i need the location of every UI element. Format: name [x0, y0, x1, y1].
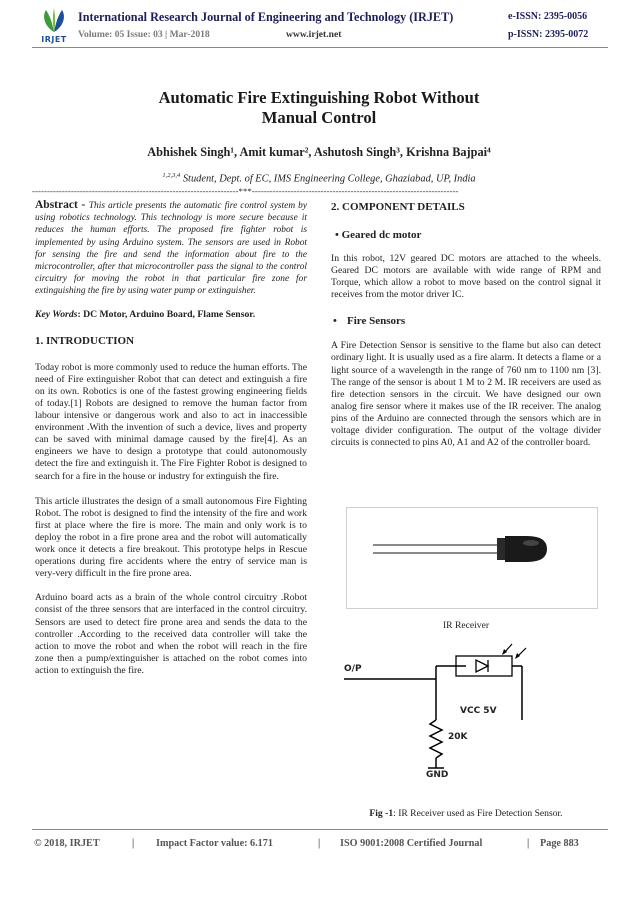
figure-caption	[331, 808, 601, 819]
keywords-text: : DC Motor, Arduino Board, Flame Sensor.	[77, 308, 256, 320]
intro-paragraph-1: Today robot is more commonly used to reduce the human efforts. The need of Fire extinguisher Robot that can detect and extinguish a fire on its own. Robotics is one of the fastest growing engineering fields of today.[1] Robots are designed to remove the human factor from labour intensive or dangerous work and also to act in inaccessible environment .With the invention of such a device, lives and property can be saved with minimal damage caused by the fire[4]. As an engineers we have to design a prototype that could autonomously detect the fire and extinguish it. The Fire Fighter Robot is designed to search for a fire in the house or industry for extinguish the fire.	[35, 361, 307, 482]
journal-logo	[38, 6, 70, 46]
keywords	[35, 309, 307, 321]
volume-issue: Volume: 05 Issue: 03 | Mar-2018	[78, 29, 210, 40]
fire-sensor-paragraph: A Fire Detection Sensor is sensitive to the flame but also can detect ordinary light. It is usually used as a fire alarm. It detects a flame or a light source of a wavelength in the range of 760 nm to 1100 nm [3]. The range of the sensor is about 1 M to 2 M. IR receivers are used as fire detection sensors in the circuit. We have designed our own analog fire sensor where it makes use of the IR receiver. The analog pins of the Arduino are connected through the sensors which are in voltage divider configuration. The output of the voltage divider circuits is connected to pins A0, A1 and A2 of the controller board.	[331, 340, 601, 449]
footer-copyright: © 2018, IRJET	[34, 838, 100, 849]
footer-iso: ISO 9001:2008 Certified Journal	[340, 838, 483, 849]
circuit-output-label: O/P	[344, 664, 362, 674]
section-separator: ---------------------------------------------------------------------***---------------------------------------------------------------------	[32, 186, 459, 196]
figure-caption-text: : IR Receiver used as Fire Detection Sensor.	[393, 808, 563, 819]
website-link[interactable]: www.irjet.net	[286, 29, 342, 40]
right-column	[331, 201, 601, 449]
footer-separator-1: |	[132, 838, 135, 849]
affiliation-text: Student, Dept. of EC, IMS Engineering College, Ghaziabad, UP, India	[180, 173, 476, 185]
geared-motor-paragraph: In this robot, 12V geared DC motors are attached to the wheels. Geared DC motors are available with wide range of RPM and Torque, which allow a robot to move based on the control signal it receives from the motor driver IC.	[331, 253, 601, 301]
journal-name: International Research Journal of Engineering and Technology (IRJET)	[78, 10, 454, 24]
ir-receiver-icon	[347, 508, 597, 608]
logo-text: IRJET	[41, 35, 67, 44]
circuit-ground-label: GND	[426, 770, 449, 780]
authors: Abhishek Singh¹, Amit kumar², Ashutosh Singh³, Krishna Bajpai⁴	[147, 145, 491, 159]
circuit-resistor-label: 20K	[448, 732, 468, 742]
abstract	[35, 199, 307, 298]
footer-impact-factor: Impact Factor value: 6.171	[156, 838, 273, 849]
fire-sensor-heading-text: Fire Sensors	[347, 315, 406, 328]
left-column	[35, 199, 307, 677]
abstract-text: This article presents the automatic fire control system by using robotics technology. This technology is more secure because it reduces the human efforts. The proposed fire fighter robot is implemented by using Arduino system. The sensors are used in Robot for sensing the fire and send the information about fire to the microcontroller, after that microcontroller pass the signal to the control circuitry for moving the robot in that particular fire zone for extinguishing the fire by using water pump or extinguisher.	[35, 201, 307, 297]
p-issn: p-ISSN: 2395-0072	[508, 29, 589, 40]
footer-separator-2: |	[318, 838, 321, 849]
e-issn: e-ISSN: 2395-0056	[508, 11, 588, 22]
footer-separator-3: |	[527, 838, 530, 849]
keywords-label: Key Words	[35, 308, 78, 320]
title-line-2: Manual Control	[261, 107, 377, 127]
fire-sensor-heading	[331, 315, 601, 327]
paper-title	[0, 88, 638, 127]
circuit-vcc-label: VCC 5V	[460, 706, 497, 716]
affiliation-superscript: 1,2,3,4	[162, 172, 181, 179]
geared-motor-heading: • Geared dc motor	[335, 229, 422, 241]
component-heading: 2. COMPONENT DETAILS	[331, 201, 465, 213]
intro-paragraph-2: This article illustrates the design of a small autonomous Fire Fighting Robot. The robot is designed to find the intensity of the fire and work first at place where the fire is more. The main and only work is to deploy the robot in a fire prone area and the robot will automatically work once it detects a fire breakout. This prototype helps in Rescue operations during fire accidents where the entry of service man is very-very difficult in the fire prone area.	[35, 495, 307, 580]
ir-receiver-photo	[346, 507, 598, 609]
figure-label: Fig -1	[369, 808, 394, 819]
intro-paragraph-3: Arduino board acts as a brain of the whole control circuitry .Robot consist of the three sensors that are interfaced in the control circuitry. Sensors are used to detect fire prone area and sends the data to the controller .According to the received data controller will take the action to move the robot and when the robot will reach in the fire zone then a pump/extinguisher is attached on the robot comes into action to extinguish the fire.	[35, 592, 307, 676]
circuit-diagram	[336, 640, 536, 780]
intro-heading: 1. INTRODUCTION	[35, 334, 135, 347]
bullet-icon: •	[333, 315, 337, 328]
circuit-schematic	[336, 640, 536, 780]
title-line-1: Automatic Fire Extinguishing Robot Without	[158, 88, 480, 107]
abstract-label: Abstract -	[35, 199, 89, 211]
affiliation	[0, 172, 638, 184]
header-rule	[32, 47, 608, 48]
ir-receiver-caption: IR Receiver	[442, 620, 490, 631]
footer-page-number: Page 883	[540, 838, 579, 849]
footer-rule	[32, 829, 608, 830]
